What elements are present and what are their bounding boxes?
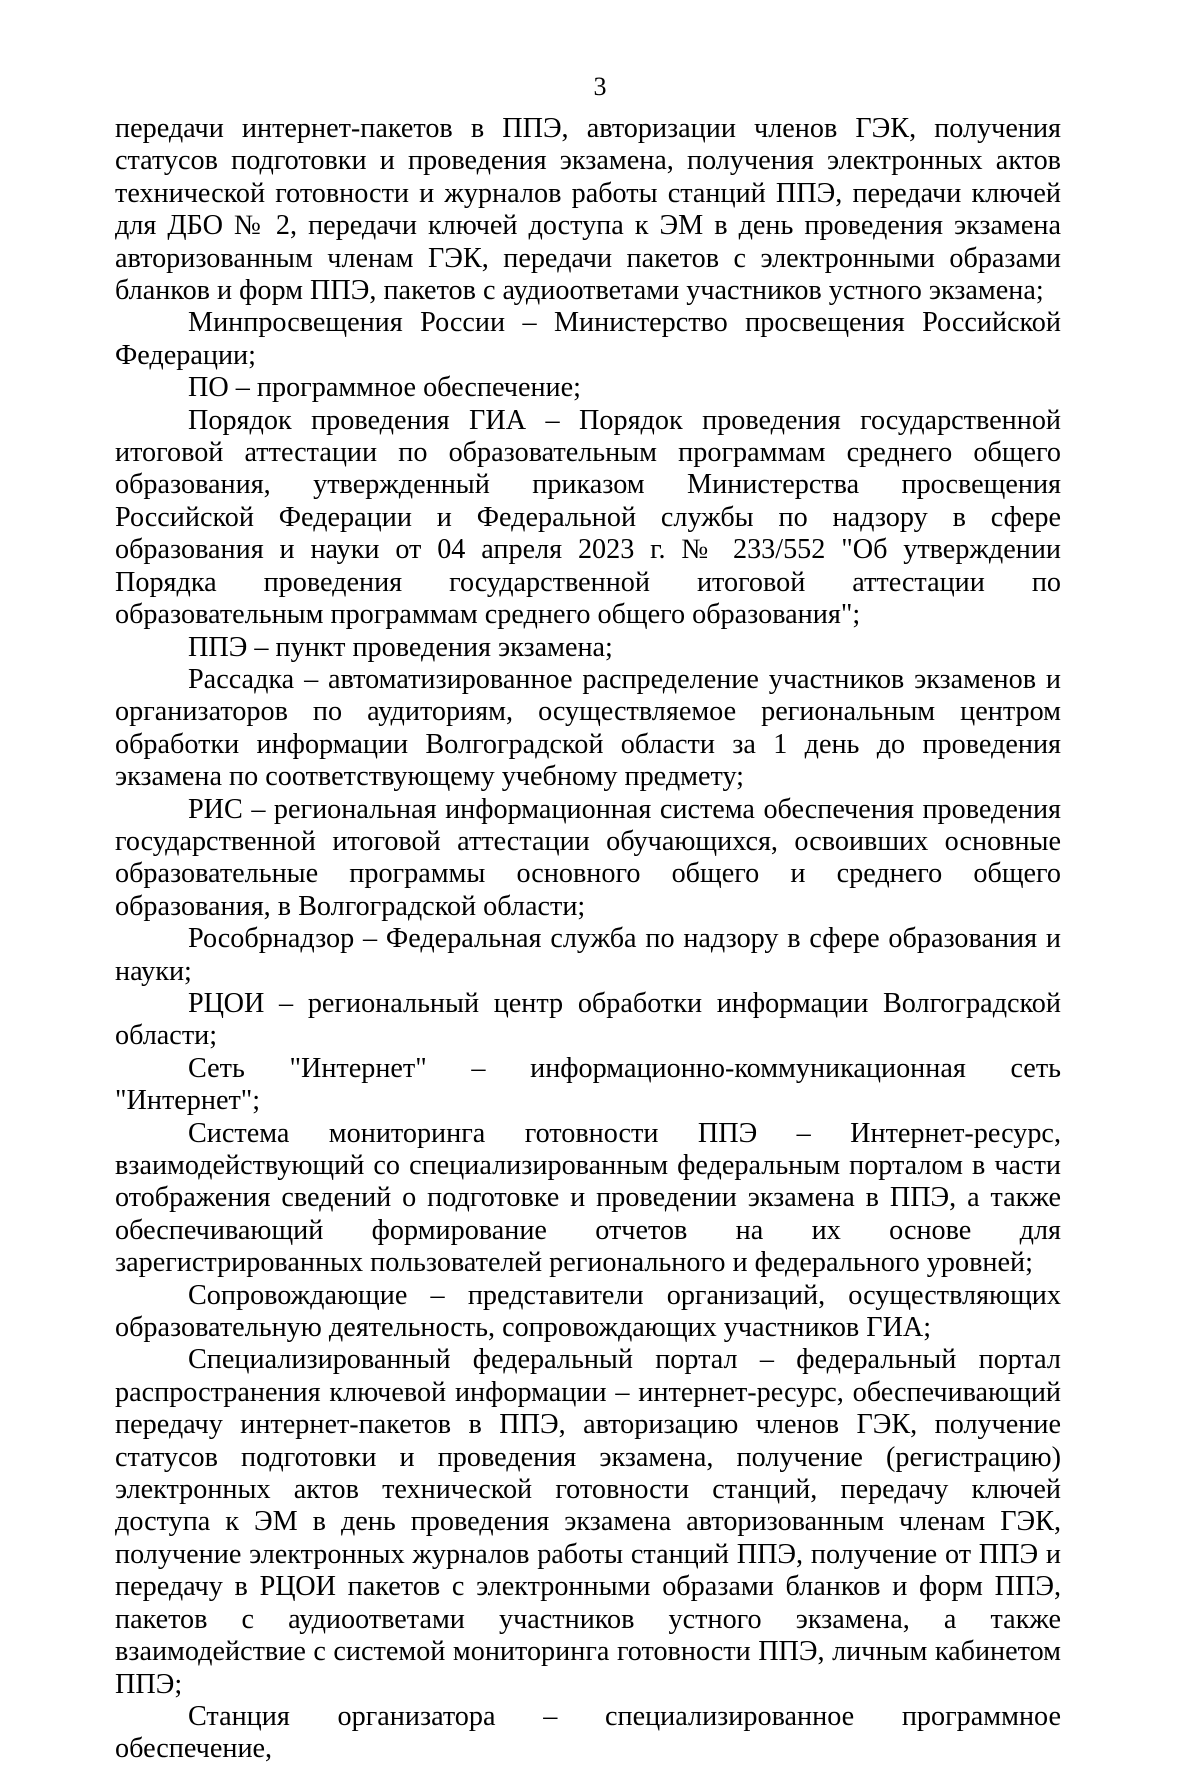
paragraph-ppe: ППЭ – пункт проведения экзамена; (188, 631, 613, 663)
paragraph-internet: Сеть "Интернет" – информационно-коммуникационная сеть "Интернет"; (115, 1052, 1061, 1117)
paragraph-soprovozhdayuschie: Сопровождающие – представители организаций, осуществляющих образовательную деятельность, сопровождающих участников ГИА; (115, 1279, 1061, 1344)
paragraph-rosobrnadzor: Рособрнадзор – Федеральная служба по надзору в сфере образования и науки; (115, 923, 1061, 987)
paragraph-federal-portal: Специализированный федеральный портал – федеральный портал распространения ключевой информации – интернет-ресурс, обеспечивающий передачу интернет-пакетов в ППЭ, авторизацию членов ГЭК, получение статусов подготовки и проведения экзамена, получение (регистрацию) электронных актов технической готовности станций, передачу ключей доступа к ЭМ в день проведения экзамена авторизованным членам ГЭК, получение электронных журналов работы станций ППЭ, получение от ППЭ и передачу в РЦОИ пакетов с электронными образами бланков и форм ППЭ, пакетов с аудиоответами участников устного экзамена, а также взаимодействие с системой мониторинга готовности ППЭ, личным кабинетом ППЭ; (115, 1344, 1061, 1700)
paragraph-rtsoi: РЦОИ – региональный центр обработки информации Волгоградской области; (115, 987, 1061, 1052)
paragraph-stantsiya-organizatora: Станция организатора – специализированное программное обеспечение, (115, 1700, 1061, 1765)
paragraph-po: ПО – программное обеспечение; (188, 372, 581, 404)
paragraph-poryadok-gia: Порядок проведения ГИА – Порядок проведения государственной итоговой аттестации по образовательным программам среднего общего образования, утвержденный приказом Министерства просвещения Российской Федерации и Федеральной службы по надзору в сфере образования и науки от 04 апреля 2023 г. № 233/552 "Об утверждении Порядка проведения государственной итоговой аттестации по образовательным программам среднего общего образования"; (115, 404, 1061, 631)
page-number: 3 (593, 72, 607, 101)
paragraph-minprosvescheniya: Минпросвещения России – Министерство просвещения Российской Федерации; (115, 307, 1061, 371)
paragraph-ris: РИС – региональная информационная система обеспечения проведения государственной итоговой аттестации обучающихся, освоивших основные образовательные программы основного общего и среднего общего образования, в Волгоградской области; (115, 793, 1061, 922)
document-body (115, 113, 1061, 1766)
paragraph-monitoring-system: Система мониторинга готовности ППЭ – Интернет-ресурс, взаимодействующий со специализированным федеральным порталом в части отображения сведений о подготовке и проведении экзамена в ППЭ, а также обеспечивающий формирование отчетов на их основе для зарегистрированных пользователей регионального и федерального уровней; (115, 1117, 1061, 1279)
paragraph-continuation: передачи интернет-пакетов в ППЭ, авторизации членов ГЭК, получения статусов подготовки и проведения экзамена, получения электронных актов технической готовности и журналов работы станций ППЭ, передачи ключей для ДБО № 2, передачи ключей доступа к ЭМ в день проведения экзамена авторизованным членам ГЭК, передачи пакетов с электронными образами бланков и форм ППЭ, пакетов с аудиоответами участников устного экзамена; (115, 113, 1061, 307)
paragraph-rassadka: Рассадка – автоматизированное распределение участников экзаменов и организаторов по аудиториям, осуществляемое региональным центром обработки информации Волгоградской области за 1 день до проведения экзамена по соответствующему учебному предмету; (115, 663, 1061, 793)
